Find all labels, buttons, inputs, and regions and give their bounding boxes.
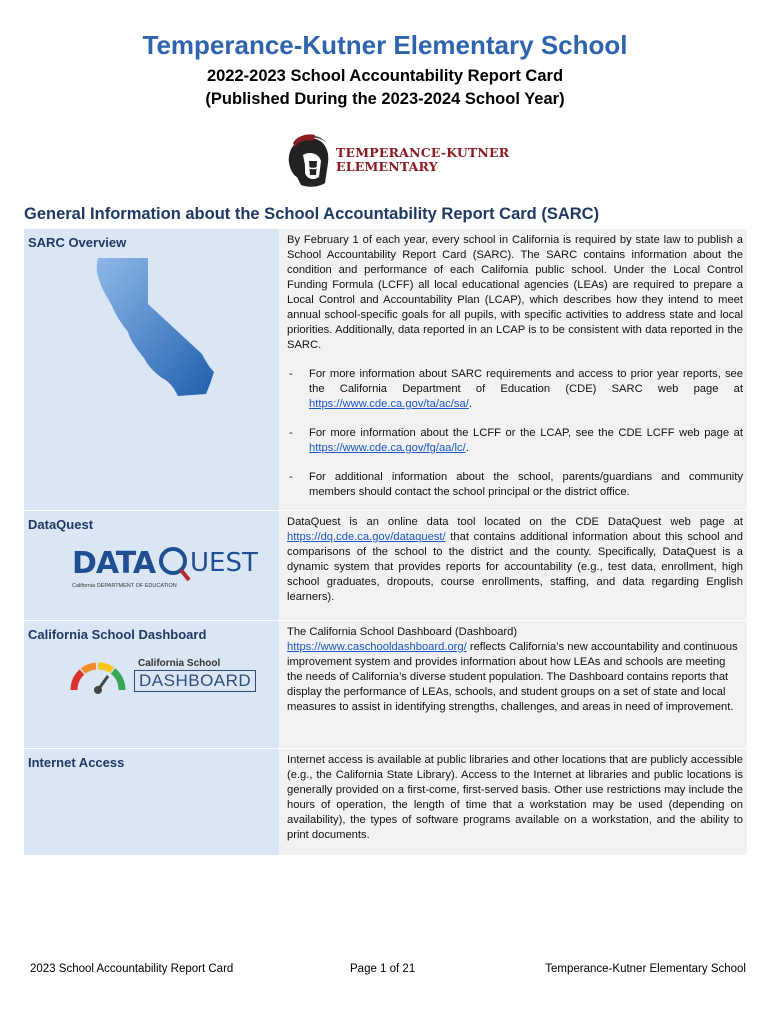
text-cell <box>279 511 747 621</box>
dataquest-link[interactable]: https://dq.cde.ca.gov/dataquest/ <box>287 531 446 543</box>
footer-report-name: 2023 School Accountability Report Card <box>30 963 234 975</box>
dashboard-logo <box>68 652 275 702</box>
dashboard-text-before: The California School Dashboard (Dashboard) <box>287 626 518 638</box>
sarc-overview-paragraph: By February 1 of each year, every school in California is required by state law to publish a School Accountability Report Card (SARC). The SARC contains information about the condition and performance of each California public school. Under the Local Control Funding Formula (LCFF) all local educational agencies (LEAs) are required to prepare a Local Control and Accountability Plan (LCAP), which describes how they intend to meet annual school-specific goals for all pupils, with specific activities to address state and local priorities. Additionally, data reported in an LCAP is to be consistent with data reported in the SARC. <box>287 234 743 351</box>
sarc-web-page-link[interactable]: https://www.cde.ca.gov/ta/ac/sa/ <box>309 398 469 410</box>
dashboard-logo-line-1: California School <box>138 658 221 669</box>
table-row-dataquest <box>24 511 747 621</box>
bullet-dash: - <box>289 471 293 483</box>
row-label-dataquest: DataQuest <box>28 517 94 532</box>
list-item: - For more information about SARC requirements and access to prior year reports, see the California Department of Education (CDE) SARC web page at https://www.cde.ca.gov/ta/ac/sa/. <box>289 368 743 410</box>
dataquest-text-after: that contains additional information about this school and comparisons of the school to the district and the county. Specifically, DataQuest is a dynamic system that provides reports for accountability (e.g., test data, enrollment, high school graduates, dropouts, course enrollments, staffing, and data regarding English learners). <box>287 531 743 603</box>
list-item <box>287 470 743 500</box>
row-label-internet-access: Internet Access <box>28 755 125 770</box>
sarc-info-table <box>24 228 747 855</box>
dashboard-link[interactable]: https://www.caschooldashboard.org/ <box>287 641 467 653</box>
label-cell <box>24 621 279 749</box>
bullet-text: For more information about the LCFF or the LCAP, see the CDE LCFF web page at <box>309 427 743 439</box>
logo-line-1: TEMPERANCE-KUTNER <box>336 145 510 160</box>
dataquest-logo-data: DATA <box>72 546 156 581</box>
text-cell <box>279 229 747 511</box>
bullet-dash: - <box>289 368 293 380</box>
dataquest-text-before: DataQuest is an online data tool located on the CDE DataQuest web page at <box>287 516 743 528</box>
magnifier-q-icon <box>158 544 192 584</box>
bullet-dash: - <box>289 427 293 439</box>
footer-school-name: Temperance-Kutner Elementary School <box>545 963 746 975</box>
gauge-icon <box>68 656 128 696</box>
internet-access-paragraph: Internet access is available at public libraries and other locations that are publicly accessible (e.g., the California State Library). Access to the Internet at libraries and public locations is generally provided on a first-come, first-served basis. Other use restrictions may include the hours of operation, the length of time that a workstation may be used (depending on availability), the types of software programs available on a workstation, and the ability to print documents. <box>287 754 743 841</box>
section-heading: General Information about the School Accountability Report Card (SARC) <box>24 205 600 223</box>
dashboard-logo-line-2: DASHBOARD <box>134 670 256 692</box>
trojan-helmet-icon <box>283 133 333 189</box>
cde-caption: California DEPARTMENT OF EDUCATION <box>72 583 177 589</box>
table-row-dashboard <box>24 621 747 749</box>
lcff-web-page-link[interactable]: https://www.cde.ca.gov/fg/aa/lc/ <box>309 442 466 454</box>
publication-subtitle: (Published During the 2023-2024 School Year) <box>205 90 565 108</box>
school-logo <box>283 131 513 191</box>
row-label-sarc-overview: SARC Overview <box>28 235 127 250</box>
label-cell <box>24 229 279 511</box>
logo-wordmark <box>336 146 509 174</box>
list-item: - For more information about the LCFF or the LCAP, see the CDE LCFF web page at https://www.cde.ca.gov/fg/aa/lc/. <box>289 427 743 454</box>
text-cell <box>279 621 747 749</box>
dataquest-logo <box>72 546 275 596</box>
footer-page-number: Page 1 of 21 <box>350 963 416 975</box>
bullet-text: For additional information about the school, parents/guardians and community members should contact the school principal or the district office. <box>309 471 743 498</box>
dataquest-logo-quest: UEST <box>190 548 258 578</box>
school-title: Temperance-Kutner Elementary School <box>142 30 628 60</box>
row-label-dashboard: California School Dashboard <box>28 627 207 642</box>
logo-line-2: ELEMENTARY <box>336 159 438 174</box>
text-cell <box>279 749 747 855</box>
bullet-text: For more information about SARC requirements and access to prior year reports, see the California Department of Education (CDE) SARC web page at <box>309 368 743 395</box>
table-row-internet-access <box>24 749 747 855</box>
label-cell <box>24 749 279 855</box>
report-subtitle: 2022-2023 School Accountability Report Card <box>206 67 564 85</box>
table-row-sarc-overview <box>24 229 747 511</box>
label-cell <box>24 511 279 621</box>
california-map-icon <box>86 254 226 404</box>
dashboard-text-after: reflects California’s new accountability and continuous improvement system and provides information about how LEAs and schools are meeting the needs of California’s diverse student population. The Dashboard contains reports that display the performance of LEAs, schools, and student groups on a set of state and local measures to assist in identifying strengths, challenges, and areas in need of improvement. <box>287 641 738 713</box>
